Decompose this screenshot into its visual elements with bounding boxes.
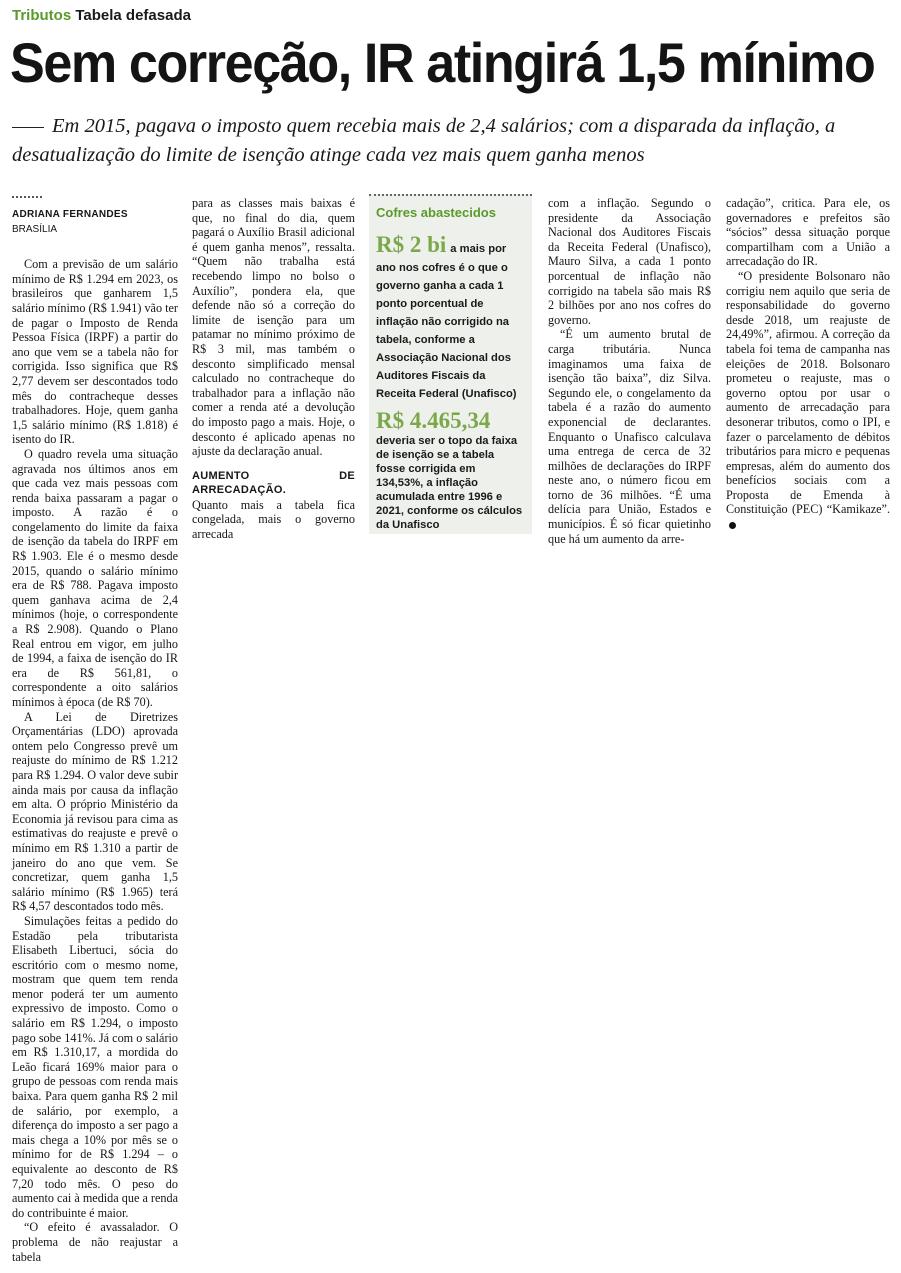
stat-figure: R$ 2 bi — [376, 232, 447, 257]
paragraph: com a inflação. Segundo o presidente da Associação Nacional dos Auditores Fiscais da Receita Federal (Unafisco), Mauro Silva, a cada 1 ponto porcentual de inflação não corrigido na tabela são mais R$ 2 bilhões por ano nos cofres do governo. — [548, 196, 711, 327]
paragraph: Quanto mais a tabela fica congelada, mais o governo arrecada — [192, 497, 355, 542]
paragraph: para as classes mais baixas é que, no final do dia, quem pagará o Auxílio Brasil adicional é quem ganha menos”, ressalta. “Quem não trabalha está recebendo limpo no bolso o Auxílio”, pondera ela, que defende não só a correção do limite de isenção para um patamar no mínimo próximo de R$ 3 mil, mas também o desconto simplificado mensal calculado no contracheque do trabalhador para a inflação não comer a renda até a devolução do imposto pago a mais. Hoje, o desconto é aplicado apenas no ajuste da declaração anual. — [192, 196, 355, 459]
column-2 — [192, 196, 355, 542]
paragraph: “É um aumento brutal de carga tributária. Nunca imaginamos uma faixa de isenção tão baixa”, diz Silva. Segundo ele, o congelamento da tabela é a razão do aumento exponencial de declarantes. Enquanto o Unafisco calculava uma entrega de cerca de 32 milhões de declarações do IRPF neste ano, o número ficou em torno de 36 milhões. “É uma delícia para União, Estados e municípios. É só ficar quietinho que há um aumento da arre- — [548, 327, 711, 546]
dateline: BRASÍLIA — [12, 223, 58, 235]
stat-text: deveria ser o topo da faixa de isenção se a tabela fosse corrigida em 134,53%, a inflação acumulada entre 1996 e 2021, conforme os cálculos da Unafisco — [376, 435, 523, 531]
intertitle: AUMENTO DE ARRECADAÇÃO. — [192, 469, 355, 497]
column-4 — [548, 196, 711, 546]
kicker — [12, 7, 191, 24]
paragraph-text: “O presidente Bolsonaro não corrigiu nem aquilo que seria de responsabilidade do governo desde 2018, um reajuste de 24,49%”, afirmou. A correção da tabela foi tema de campanha nas eleições de 2018. Bolsonaro prometeu o reajuste, mas o governo optou por usar o aumento de arrecadação para desonerar tributos, como o IPI, e fazer o parcelamento de débitos tributários para micro e pequenas empresas, além do aumento dos benefícios sociais com a Proposta de Emenda à Constituição (PEC) “Kamikaze”. — [726, 268, 890, 517]
box-title: Cofres abastecidos — [376, 205, 496, 220]
paragraph: Simulações feitas a pedido do Estadão pela tributarista Elisabeth Libertuci, sócia do escritório com o mesmo nome, mostram que quem tem renda menor poderá ter um aumento expressivo de imposto. Como o salário em R$ 1.294, o imposto pago sobe 141%. Já com o salário em R$ 1.310,17, a mordida do Leão ficará 169% maior para o grupo de pessoas com renda mais baixa. Para quem ganha R$ 2 mil de salário, por exemplo, a diferença do imposto a ser pago a mais chega a 10% por mês se o mínimo for de R$ 1.294 – o equivalente ao desconto de R$ 7,20 todo mês. O peso do aumento cai à medida que a renda do contribuinte é maior. — [12, 913, 178, 1220]
paragraph: A Lei de Diretrizes Orçamentárias (LDO) aprovada ontem pelo Congresso prevê um reajuste do mínimo de R$ 1.212 para R$ 1.294. O valor deve subir ainda mais por causa da inflação em alta. O próprio Ministério da Economia já revisou para cima as estimativas do reajuste e prevê o mínimo em R$ 1.310 a partir de janeiro do ano que vem. Se concretizar, quem ganha 1,5 salário mínimo (R$ 1.965) terá R$ 4,57 descontados todo mês. — [12, 709, 178, 914]
stat-text: a mais por ano nos cofres é o que o governo ganha a cada 1 ponto porcentual de inflação não corrigido na tabela, conforme a Associação Nacional dos Auditores Fiscais da Receita Federal (Unafisco) — [376, 243, 517, 400]
sidebar-box — [369, 194, 532, 534]
section-label: Tributos — [12, 7, 72, 24]
topic-label: Tabela defasada — [75, 7, 191, 24]
byline-divider — [12, 196, 42, 198]
stat-figure: R$ 4.465,34 — [376, 408, 491, 433]
paragraph: O quadro revela uma situação agravada nos últimos anos em que cada vez mais pessoas com renda baixa passaram a pagar o imposto. A razão é o congelamento do limite da faixa de isenção da tabela do IRPF em R$ 1.903. Ele é o mesmo desde 2015, quando o salário mínimo era de R$ 788. Pagava imposto quem ganhava acima de 2,4 mínimos (hoje, o correspondente a R$ 2.908). Quando o Plano Real entrou em vigor, em julho de 1994, a faixa de isenção do IR era de R$ 561,81, o correspondente a oito salários mínimos à época (de R$ 70). — [12, 446, 178, 709]
column-5 — [726, 196, 890, 532]
deck-text: Em 2015, pagava o imposto quem recebia mais de 2,4 salários; com a disparada da inflação, a desatualização do limite de isenção atinge cada vez mais quem ganha menos — [12, 115, 836, 166]
headline: Sem correção, IR atingirá 1,5 mínimo — [10, 31, 875, 94]
paragraph: cadação”, critica. Para ele, os governadores e prefeitos são “sócios” dessa situação porque compartilham com a União a arrecadação do IR. — [726, 196, 890, 269]
box-stat-1 — [376, 232, 525, 402]
end-mark-icon — [729, 522, 736, 529]
paragraph: “O efeito é avassalador. O problema de não reajustar a tabela — [12, 1220, 178, 1264]
deck-dash — [12, 127, 44, 128]
paragraph — [726, 269, 890, 532]
author: ADRIANA FERNANDES — [12, 209, 128, 220]
paragraph: Com a previsão de um salário mínimo de R$ 1.294 em 2023, os brasileiros que ganharem 1,5 salário mínimo (R$ 1.941) vão ter de pagar o Imposto de Renda Pessoa Física (IRPF) a partir do ano que vem se a tabela não for corrigida. Isso significa que R$ 2,77 devem ser descontados todo mês do contracheque desses trabalhadores. Hoje, quem ganha 1,5 salário mínimo (R$ 1.818) é isento do IR. — [12, 257, 178, 447]
box-stat-2 — [376, 408, 525, 532]
column-1 — [12, 196, 178, 1264]
deck — [12, 112, 892, 170]
